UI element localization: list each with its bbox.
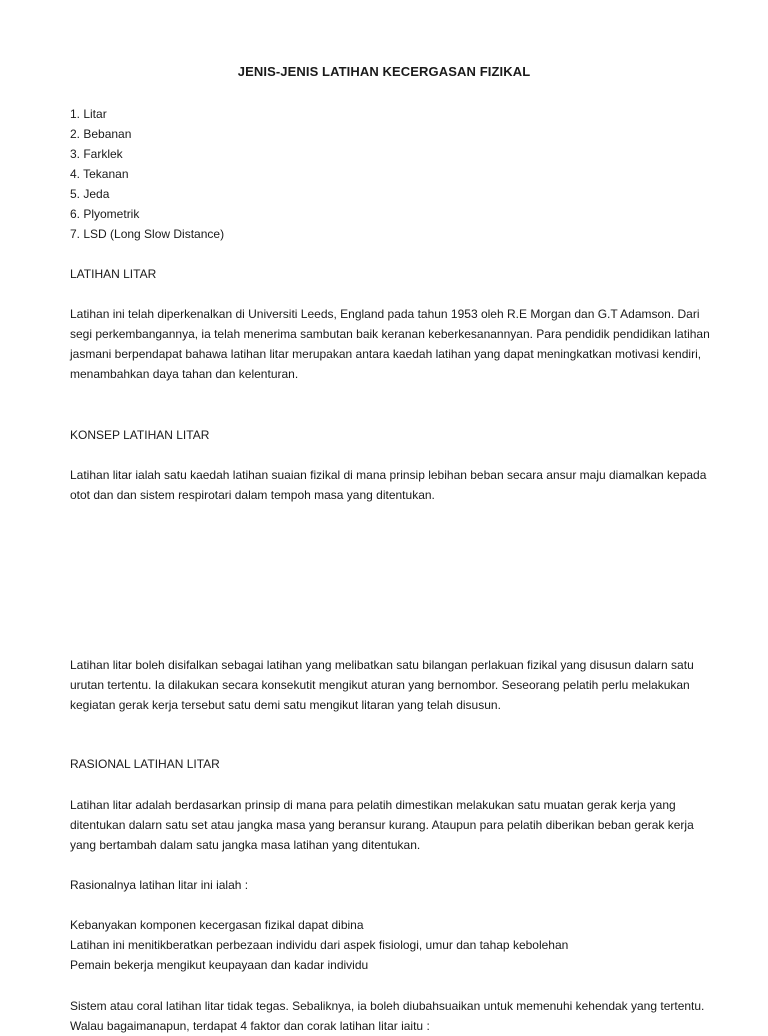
konsep-paragraph: [70, 465, 710, 505]
list-item: Kebanyakan komponen kecergasan fizikal dapat dibina: [70, 918, 364, 932]
rasional-paragraph: [70, 795, 710, 855]
list-item: 7. LSD (Long Slow Distance): [70, 227, 225, 241]
closing-paragraph: [70, 996, 710, 1036]
document-title: JENIS-JENIS LATIHAN KECERGASAN FIZIKAL: [237, 64, 531, 79]
paragraph-line: kegiatan gerak kerja tersebut satu demi satu mengikut litaran yang telah disusun.: [70, 698, 501, 712]
paragraph-line: yang bertambah dalam satu jangka masa latihan yang ditentukan.: [70, 838, 421, 852]
list-item: 1. Litar: [70, 107, 107, 121]
paragraph-line: Latihan litar ialah satu kaedah latihan suaian fizikal di mana prinsip lebihan beban secara ansur maju diamalkan kepada: [70, 468, 707, 482]
paragraph-line: Rasionalnya latihan litar ini ialah :: [70, 878, 249, 892]
list-item: 3. Farklek: [70, 147, 123, 161]
list-item: 2. Bebanan: [70, 127, 132, 141]
rasional-points: [70, 915, 710, 975]
paragraph-line: Latihan litar boleh disifalkan sebagai latihan yang melibatkan satu bilangan perlakuan fizikal yang disusun dalarn satu: [70, 658, 694, 672]
paragraph-line: menambahkan daya tahan dan kelenturan.: [70, 367, 299, 381]
paragraph-line: ditentukan dalarn satu set atau jangka masa yang beransur kurang. Ataupun para pelatih diberikan beban gerak kerja: [70, 818, 694, 832]
paragraph-line: jasmani berpendapat bahawa latihan litar merupakan antara kaedah latihan yang dapat meningkatkan motivasi kendiri,: [70, 347, 702, 361]
paragraph-line: Latihan ini telah diperkenalkan di Universiti Leeds, England pada tahun 1953 oleh R.E Morgan dan G.T Adamson. Dari: [70, 307, 700, 321]
paragraph-line: Latihan litar adalah berdasarkan prinsip di mana para pelatih dimestikan melakukan satu muatan gerak kerja yang: [70, 798, 676, 812]
paragraph-line: segi perkembangannya, ia telah menerima sambutan baik keranan keberkesanannyan. Para pendidik pendidikan latihan: [70, 327, 710, 341]
paragraph-line: otot dan dan sistem respirotari dalam tempoh masa yang ditentukan.: [70, 488, 435, 502]
paragraph-line: Sistem atau coral latihan litar tidak tegas. Sebaliknya, ia boleh diubahsuaikan untuk memenuhi kehendak yang tertentu.: [70, 999, 705, 1013]
intro-paragraph: [70, 304, 710, 384]
types-list: [70, 104, 710, 244]
section-heading-rasional: [70, 754, 710, 774]
heading-text: LATIHAN LITAR: [70, 267, 157, 281]
definition-paragraph: [70, 655, 710, 715]
rasional-intro: [70, 875, 710, 895]
list-item: 5. Jeda: [70, 187, 110, 201]
list-item: 6. Plyometrik: [70, 207, 140, 221]
heading-text: RASIONAL LATIHAN LITAR: [70, 757, 220, 771]
list-item: Pemain bekerja mengikut keupayaan dan kadar individu: [70, 958, 369, 972]
list-item: Latihan ini menitikberatkan perbezaan individu dari aspek fisiologi, umur dan tahap kebolehan: [70, 938, 569, 952]
section-heading-latihan-litar: [70, 264, 710, 284]
list-item: 4. Tekanan: [70, 167, 129, 181]
heading-text: KONSEP LATIHAN LITAR: [70, 428, 210, 442]
paragraph-line: urutan tertentu. Ia dilakukan secara konsekutit mengikut aturan yang bernombor. Seseorang pelatih perlu melakukan: [70, 678, 690, 692]
paragraph-line: Walau bagaimanapun, terdapat 4 faktor dan corak latihan litar iaitu :: [70, 1019, 430, 1033]
section-heading-konsep: [70, 425, 710, 445]
